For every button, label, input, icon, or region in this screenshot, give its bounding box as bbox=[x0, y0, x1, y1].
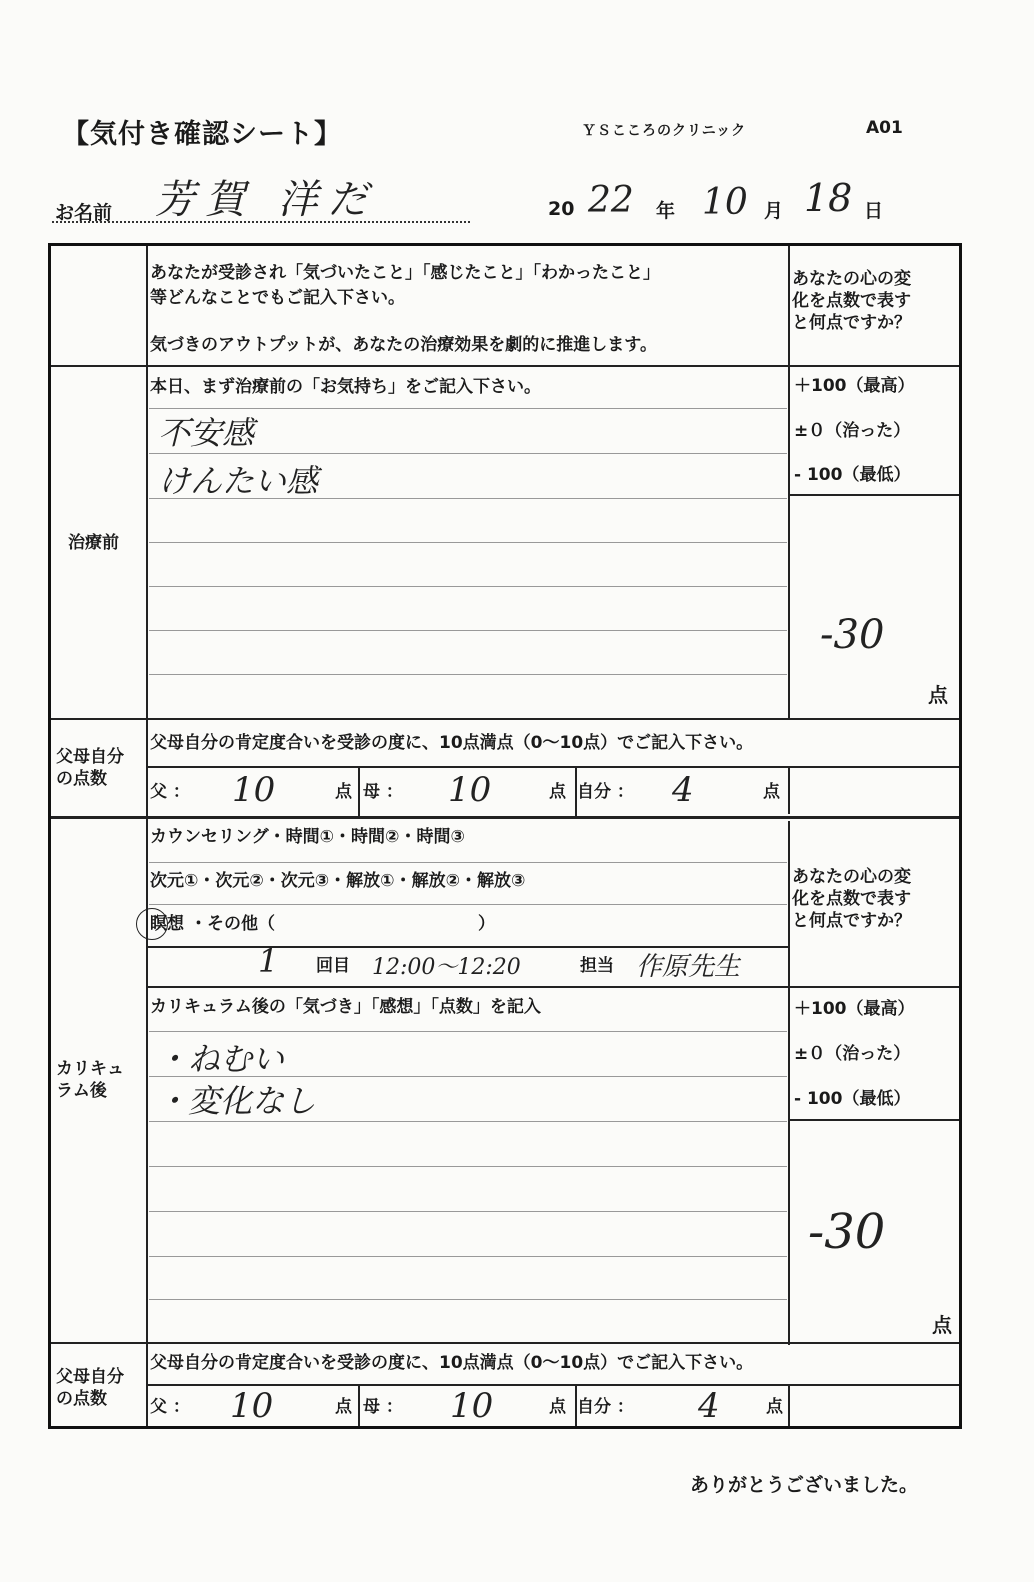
parents2-label: 父母自分 の点数 bbox=[56, 1367, 124, 1409]
form-code: A01 bbox=[866, 118, 903, 138]
date-day-unit: 日 bbox=[864, 200, 884, 222]
curriculum-other-close: ） bbox=[478, 914, 495, 934]
row-divider-after-end bbox=[51, 1342, 959, 1344]
self2-unit: 点 bbox=[766, 1397, 783, 1417]
mother2-value[interactable]: 10 bbox=[450, 1386, 494, 1426]
before-entry-2[interactable]: けんたい感 bbox=[158, 462, 319, 500]
before-score[interactable]: -30 bbox=[820, 612, 885, 658]
row-divider-intro bbox=[51, 365, 959, 367]
scale-max: ＋100（最高） bbox=[794, 376, 915, 396]
after-prompt: カリキュラム後の「気づき」「感想」「点数」を記入 bbox=[150, 997, 541, 1017]
ruled-line bbox=[149, 1299, 787, 1300]
parents1-prompt: 父母自分の肯定度合いを受診の度に、10点満点（0〜10点）でご記入下さい。 bbox=[150, 733, 754, 753]
row-divider-after bbox=[146, 986, 959, 988]
row-divider-curriculum bbox=[51, 816, 959, 819]
curriculum-other: ・その他（ bbox=[190, 914, 275, 934]
ruled-line bbox=[149, 674, 787, 675]
score-question-1: あなたの心の変 化を点数で表す と何点ですか？ bbox=[792, 269, 911, 333]
staff-label: 担当 bbox=[580, 956, 614, 976]
date-day[interactable]: 18 bbox=[804, 176, 853, 220]
intro-line-2: 等どんなことでもご記入下さい。 bbox=[150, 288, 405, 308]
ruled-line bbox=[149, 1031, 787, 1032]
mother1-value[interactable]: 10 bbox=[448, 770, 492, 810]
father1-value[interactable]: 10 bbox=[232, 770, 276, 810]
parents2-prompt: 父母自分の肯定度合いを受診の度に、10点満点（0〜10点）でご記入下さい。 bbox=[150, 1353, 754, 1373]
father2-label: 父 ： bbox=[150, 1397, 190, 1417]
father2-value[interactable]: 10 bbox=[230, 1386, 274, 1426]
mother2-unit: 点 bbox=[549, 1397, 566, 1417]
score-question-2: あなたの心の変 化を点数で表す と何点ですか？ bbox=[792, 867, 911, 931]
col-divider-left bbox=[146, 246, 148, 1426]
cell-divider bbox=[358, 1384, 360, 1426]
father1-label: 父 ： bbox=[150, 782, 190, 802]
after-label: カリキュ ラム後 bbox=[56, 1059, 124, 1101]
curriculum-line-1: カウンセリング・時間①・時間②・時間③ bbox=[150, 827, 465, 847]
self1-label: 自分 ： bbox=[577, 782, 634, 802]
ruled-line bbox=[149, 862, 787, 863]
session-count[interactable]: 1 bbox=[258, 942, 279, 980]
ruled-line bbox=[149, 630, 787, 631]
clinic-name: ＹＳこころのクリニック bbox=[582, 123, 747, 139]
name-value[interactable]: 芳賀 洋だ bbox=[155, 177, 378, 223]
scale-zero: ±０（治った） bbox=[794, 421, 911, 441]
cell-divider bbox=[788, 946, 790, 986]
cell-divider bbox=[358, 766, 360, 816]
mother1-unit: 点 bbox=[549, 782, 566, 802]
name-label: お名前 bbox=[55, 202, 113, 224]
date-year[interactable]: 22 bbox=[588, 180, 634, 221]
col-divider-right-top bbox=[788, 246, 790, 718]
parents1-label: 父母自分 の点数 bbox=[56, 747, 124, 789]
row-divider-parents1 bbox=[146, 766, 959, 768]
date-prefix: 20 bbox=[548, 198, 575, 220]
curriculum-line-2: 次元①・次元②・次元③・解放①・解放②・解放③ bbox=[150, 871, 526, 891]
mother2-label: 母 ： bbox=[363, 1397, 403, 1417]
after-score[interactable]: -30 bbox=[808, 1204, 886, 1260]
after-score-unit: 点 bbox=[932, 1313, 952, 1337]
col-divider-right-p2 bbox=[788, 1386, 790, 1426]
ruled-line bbox=[149, 1166, 787, 1167]
father2-unit: 点 bbox=[335, 1397, 352, 1417]
before-label: 治療前 bbox=[68, 533, 119, 553]
date-year-unit: 年 bbox=[656, 200, 676, 222]
mother1-label: 母 ： bbox=[363, 782, 403, 802]
scale2-min: - 100（最低） bbox=[794, 1089, 911, 1109]
self2-value[interactable]: 4 bbox=[698, 1386, 720, 1426]
scale-min: - 100（最低） bbox=[794, 465, 911, 485]
ruled-line bbox=[149, 1211, 787, 1212]
date-month[interactable]: 10 bbox=[702, 182, 748, 223]
col-divider-right-mid bbox=[788, 821, 790, 1345]
self1-unit: 点 bbox=[763, 782, 780, 802]
scale2-zero: ±０（治った） bbox=[794, 1044, 911, 1064]
row-divider-scale1 bbox=[788, 494, 959, 496]
date-month-unit: 月 bbox=[764, 200, 784, 222]
ruled-line bbox=[149, 542, 787, 543]
ruled-line bbox=[149, 586, 787, 587]
father1-unit: 点 bbox=[335, 782, 352, 802]
scale2-max: ＋100（最高） bbox=[794, 999, 915, 1019]
before-score-unit: 点 bbox=[928, 683, 948, 707]
staff-name[interactable]: 作原先生 bbox=[636, 952, 741, 982]
session-time[interactable]: 12:00〜12:20 bbox=[372, 955, 521, 980]
row-divider-before bbox=[51, 718, 959, 720]
row-divider-scale2 bbox=[788, 1119, 959, 1121]
after-entry-2[interactable]: ・変化なし bbox=[156, 1082, 317, 1120]
after-entry-1[interactable]: ・ねむい bbox=[156, 1040, 285, 1078]
col-divider-right-p1 bbox=[788, 766, 790, 814]
session-count-label: 回目 bbox=[316, 956, 350, 976]
curriculum-meditation[interactable]: 瞑想 bbox=[150, 914, 184, 934]
self1-value[interactable]: 4 bbox=[672, 770, 694, 810]
intro-line-3: 気づきのアウトプットが、あなたの治療効果を劇的に推進します。 bbox=[150, 335, 657, 355]
intro-line-1: あなたが受診され「気づいたこと」「感じたこと」「わかったこと」 bbox=[150, 263, 660, 283]
self2-label: 自分 ： bbox=[577, 1397, 634, 1417]
before-entry-1[interactable]: 不安感 bbox=[158, 414, 255, 452]
sheet-title: 【気付き確認シート】 bbox=[62, 119, 342, 150]
ruled-line bbox=[149, 904, 787, 905]
thanks-note: ありがとうございました。 bbox=[690, 1474, 919, 1496]
ruled-line bbox=[149, 1256, 787, 1257]
before-prompt: 本日、まず治療前の「お気持ち」をご記入下さい。 bbox=[150, 377, 541, 397]
